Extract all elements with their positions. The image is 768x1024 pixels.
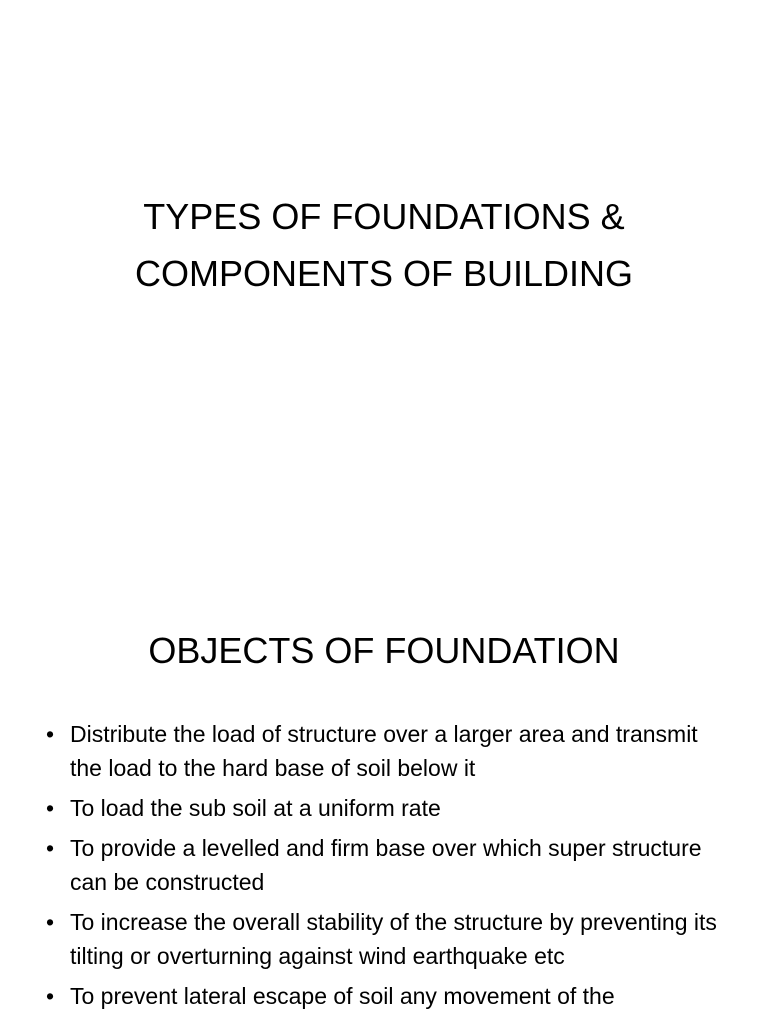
slide-title-line-2: COMPONENTS OF BUILDING (134, 253, 634, 294)
bullet-item (46, 791, 736, 825)
bullet-text: To increase the overall stability of the structure by preventing its tilting or overturning against wind earthquake etc (70, 909, 717, 969)
bullet-text: To load the sub soil at a uniform rate (70, 795, 441, 821)
slide-title: OBJECTS OF FOUNDATION (148, 630, 620, 671)
bullet-icon: • (46, 909, 55, 935)
bullet-text: To provide a levelled and firm base over which super structure can be constructed (70, 835, 702, 895)
bullet-text: To prevent lateral escape of soil any movement of the (70, 983, 615, 1009)
bullet-item (46, 831, 736, 899)
bullet-icon: • (46, 835, 55, 861)
bullet-icon: • (46, 795, 55, 821)
bullet-list (46, 717, 736, 1019)
content-slide (0, 576, 768, 1024)
bullet-icon: • (46, 721, 55, 747)
slide-title-line-1: TYPES OF FOUNDATIONS & (143, 196, 625, 237)
bullet-icon: • (46, 983, 55, 1009)
bullet-item (46, 717, 736, 785)
bullet-text: Distribute the load of structure over a larger area and transmit the load to the hard base of soil below it (70, 721, 698, 781)
bullet-item (46, 905, 736, 973)
bullet-item (46, 979, 736, 1013)
